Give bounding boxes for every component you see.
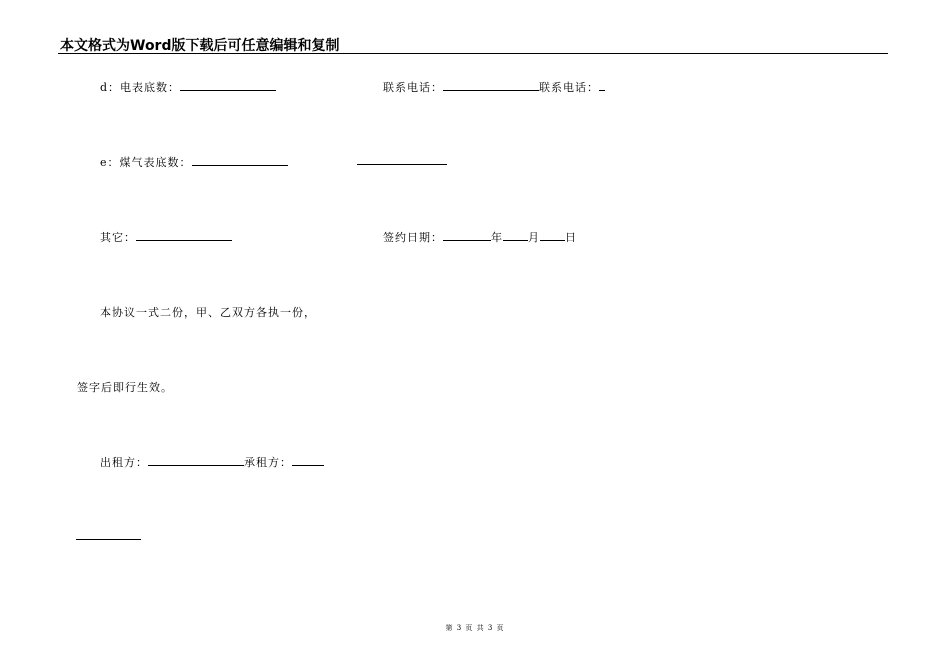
sign-date-field	[383, 229, 577, 245]
gas-meter-extra-blank	[357, 154, 447, 165]
electric-meter-label: d：电表底数：	[100, 81, 181, 94]
electric-meter-field	[100, 79, 276, 95]
gas-meter-field	[100, 154, 288, 170]
lessee-blank	[292, 455, 324, 466]
lessee-label: 承租方：	[244, 456, 292, 469]
lessee-continuation-blank	[76, 529, 141, 540]
agreement-paragraph: 本协议一式二份，甲、乙双方各执一份，	[100, 306, 316, 319]
effective-paragraph: 签字后即行生效。	[77, 381, 173, 394]
gas-meter-blank	[192, 155, 288, 166]
contact-phone-field	[383, 79, 605, 95]
contact-phone-label-1: 联系电话：	[383, 81, 443, 94]
sign-year-blank	[443, 230, 491, 241]
contact-phone-blank-1	[443, 80, 539, 91]
lessee-continuation-field	[76, 529, 141, 543]
document-header-title: 本文格式为Word版下载后可任意编辑和复制	[60, 38, 340, 54]
sign-month-label: 月	[528, 231, 540, 244]
lessor-blank	[148, 455, 244, 466]
sign-day-blank	[540, 230, 565, 241]
lessor-label: 出租方：	[100, 456, 148, 469]
contact-phone-label-2: 联系电话：	[539, 81, 599, 94]
page-number: 第 3 页 共 3 页	[445, 624, 505, 632]
sign-day-label: 日	[565, 231, 577, 244]
contact-phone-blank-2	[599, 80, 605, 91]
other-blank	[136, 230, 232, 241]
gas-meter-extra-field	[357, 154, 447, 168]
parties-field	[100, 454, 324, 470]
other-label: 其它：	[100, 231, 136, 244]
electric-meter-blank	[180, 80, 276, 91]
other-field	[100, 229, 232, 245]
header-divider	[58, 53, 888, 54]
sign-year-label: 年	[491, 231, 503, 244]
sign-month-blank	[503, 230, 528, 241]
gas-meter-label: e：煤气表底数：	[100, 156, 192, 169]
sign-date-label: 签约日期：	[383, 231, 443, 244]
